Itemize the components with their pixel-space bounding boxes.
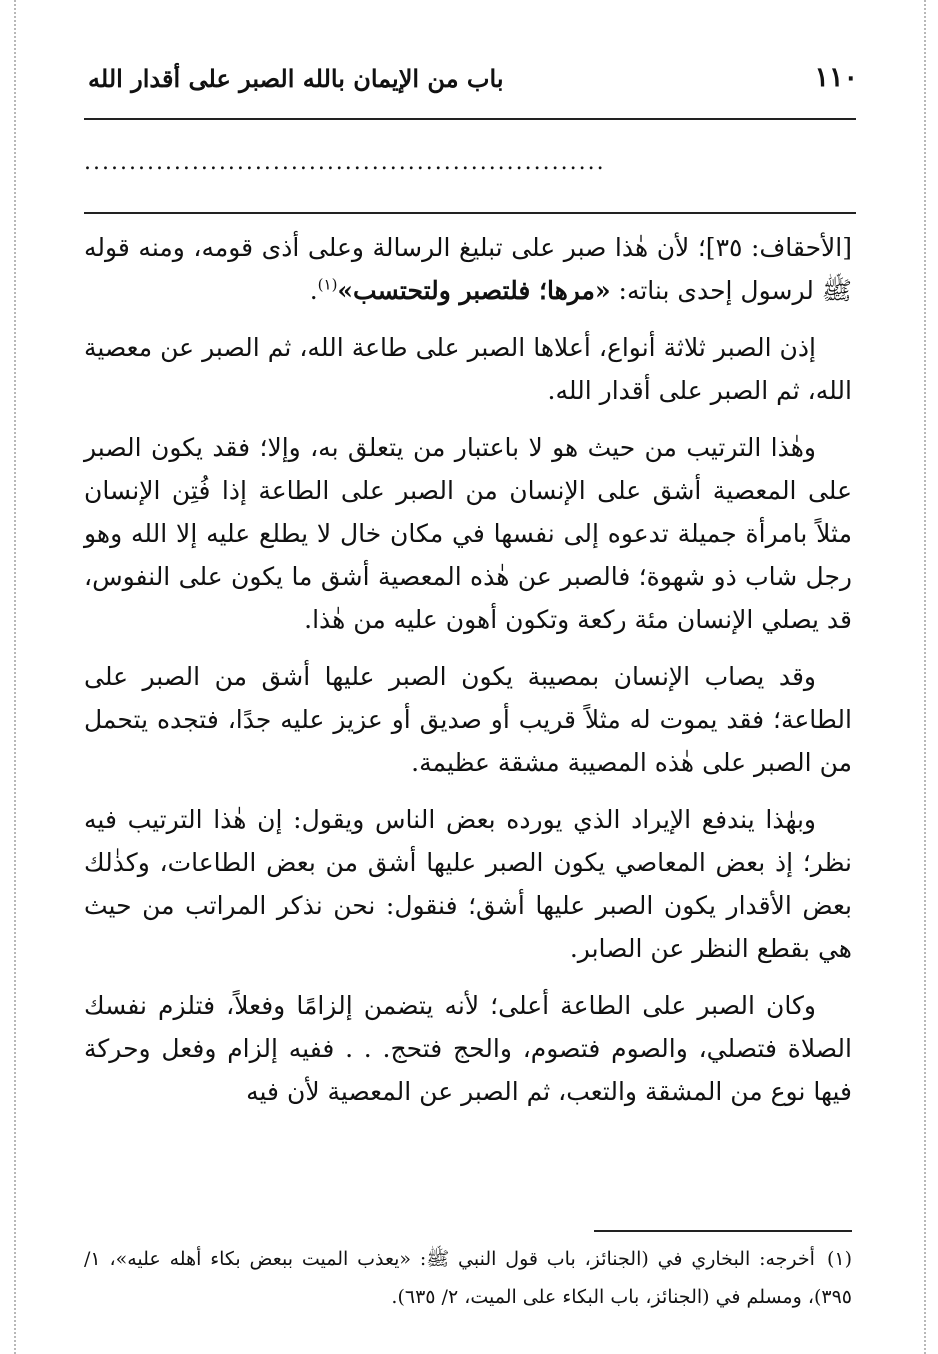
header-rule xyxy=(84,118,856,120)
paragraph-1-end: . xyxy=(309,276,318,305)
paragraph-4: وقد يصاب الإنسان بمصيبة يكون الصبر عليها أشق من الصبر على الطاعة؛ فقد يموت له مثلاً قريب أو صديق أو عزيز عليه جدًا، فتجده يتحمل من الصبر على هٰذه المصيبة مشقة عظيمة. xyxy=(84,662,852,777)
hadith-quote: «مرها؛ فلتصبر ولتحتسب» xyxy=(337,276,611,305)
footnote-reference: (١) xyxy=(317,275,338,294)
running-title: باب من الإيمان بالله الصبر على أقدار الله xyxy=(88,64,504,93)
footnote-1 xyxy=(84,1240,852,1316)
omission-ellipsis: .......................................................... xyxy=(84,150,606,175)
paragraph-1 xyxy=(84,226,852,312)
paragraph-3: وهٰذا الترتيب من حيث هو لا باعتبار من يتعلق به، وإلا؛ فقد يكون الصبر على المعصية أشق على الإنسان من الصبر على الطاعة إذا فُتِن الإنسان مثلاً بامرأة جميلة تدعوه إلى نفسها في مكان خال لا يطلع عليه إلا الله وهو رجل شاب ذو شهوة؛ فالصبر عن هٰذه المعصية أشق ما يكون على النفوس، قد يصلي الإنسان مئة ركعة وتكون أهون عليه من هٰذا. xyxy=(84,433,852,634)
footnote-marker: (١) xyxy=(826,1248,852,1270)
footnote-rule xyxy=(594,1230,852,1232)
paragraph-6: وكان الصبر على الطاعة أعلى؛ لأنه يتضمن إلزامًا وفعلاً، فتلزم نفسك الصلاة فتصلي، والصوم فتصوم، والحج فتحج. . . ففيه إلزام وفعل وحركة فيها نوع من المشقة والتعب، ثم الصبر عن المعصية لأن فيه xyxy=(84,991,852,1106)
body-text xyxy=(84,226,852,1127)
footnote-text: أخرجه: البخاري في (الجنائز، باب قول النبي ﷺ: «يعذب الميت ببعض بكاء أهله عليه»، ١/ ٣٩٥)، ومسلم في (الجنائز، باب البكاء على الميت، ٢/ ٦٣٥). xyxy=(84,1248,852,1308)
page-number: ١١٠ xyxy=(814,62,858,93)
scan-edge-right xyxy=(924,0,926,1354)
section-rule xyxy=(84,212,856,214)
footnotes xyxy=(84,1240,852,1316)
paragraph-2: إذن الصبر ثلاثة أنواع، أعلاها الصبر على طاعة الله، ثم الصبر عن معصية الله، ثم الصبر على أقدار الله. xyxy=(84,333,852,405)
page-header xyxy=(80,62,858,108)
scan-edge-left xyxy=(14,0,16,1354)
paragraph-1-text: [الأحقاف: ٣٥]؛ لأن هٰذا صبر على تبليغ الرسالة وعلى أذى قومه، ومنه قوله ﷺ لرسول إحدى بناته: xyxy=(84,233,852,305)
paragraph-5: وبهٰذا يندفع الإيراد الذي يورده بعض الناس ويقول: إن هٰذا الترتيب فيه نظر؛ إذ بعض المعاصي يكون الصبر عليها أشق من بعض الطاعات، وكذٰلك بعض الأقدار يكون الصبر عليها أشق؛ فنقول: نحن نذكر المراتب من حيث هي بقطع النظر عن الصابر. xyxy=(84,805,852,963)
